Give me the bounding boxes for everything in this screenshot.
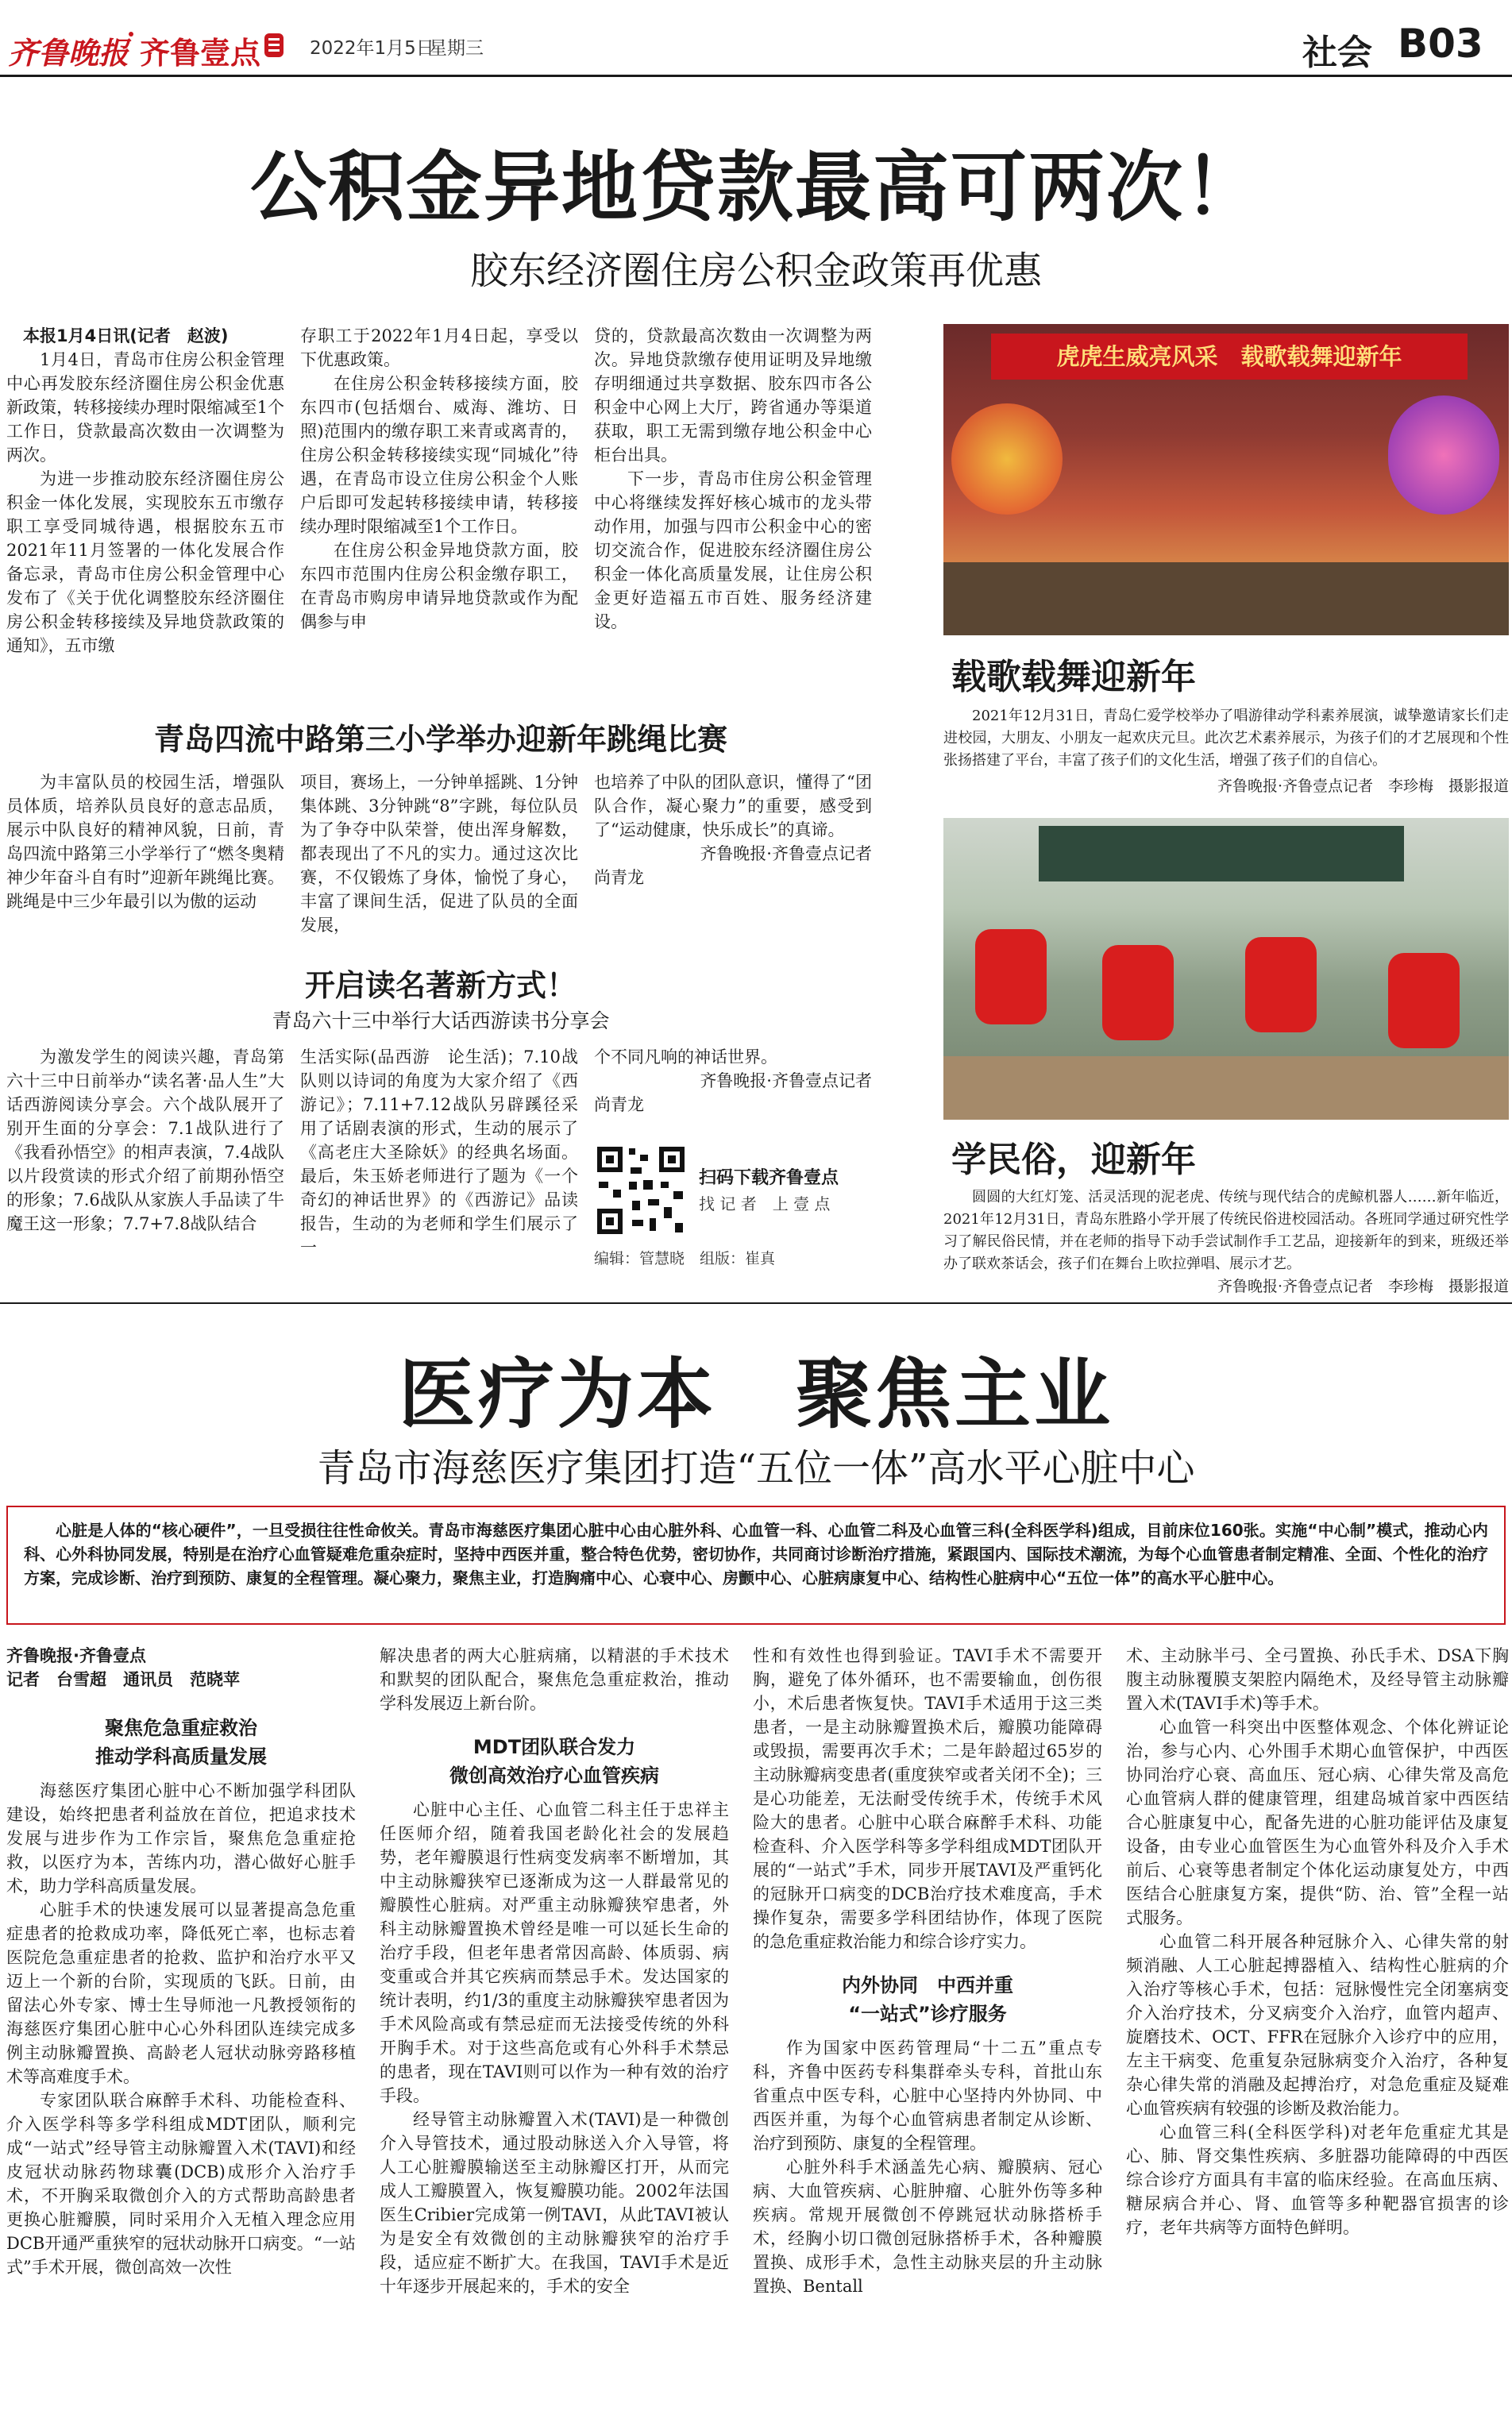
photo-stage-floor: [943, 562, 1509, 635]
section-heading-1b: 推动学科高质量发展: [95, 1745, 267, 1768]
photo-lantern: [1102, 945, 1174, 1040]
qr-caption: 扫码下载齐鲁壹点: [699, 1168, 839, 1188]
caption-text: 2021年12月31日，青岛仁爱学校举办了唱游律动学科素养展演，诚挚邀请家长们走进校园，大朋友、小朋友一起欢庆元旦。此次艺术素养展示，为孩子们的才艺展现和个性张扬搭建了平台，丰富了孩子们的文化生活，增强了孩子们的自信心。: [943, 708, 1509, 769]
feature-col-2: [380, 1644, 729, 2430]
brand-name: 齐鲁晚报: [8, 36, 129, 71]
paragraph: 性和有效性也得到验证。TAVI手术不需要开胸，避免了体外循环，也不需要输血，创伤很小，术后患者恢复快。TAVI手术适用于这三类患者，一是主动脉瓣置换术后，瓣膜功能障碍或毁损，需要再次手术；二是年龄超过65岁的主动脉瓣病变患者(重度狭窄或者关闭不全)；三是心功能差，无法耐受传统手术，传统手术风险大的患者。心脏中心联合麻醉手术科、功能检查科、介入医学科等多学科组成MDT团队开展的“一站式”手术，同步开展TAVI及严重钙化的冠脉开口病变的DCB治疗技术难度高，手术操作复杂，需要多学科团结协作，体现了医院的急危重症救治能力和综合诊疗实力。: [753, 1646, 1102, 1951]
paragraph: 也培养了中队的团队意识，懂得了“团队合作，凝心聚力”的重要，感受到了“运动健康，快乐成长”的真谛。: [594, 773, 872, 839]
feature-byline-2: 记者 台雪超 通讯员 范晓苹: [6, 1670, 240, 1689]
story3-subhead: 青岛六十三中举行大话西游读书分享会: [272, 1009, 610, 1032]
paragraph: 心血管一科突出中医整体观念、个体化辨证论治，参与心内、心外围手术期心血管保护，中西医协同治疗心衰、高血压、冠心病、心律失常及高危心血管病人群的健康管理，组建岛城首家中西医结合心脏康复中心，配备先进的心脏功能评估及康复设备，由专业心血管医生为心血管外科及介入手术前后、心衰等患者制定个体化运动康复处方，中西医结合心脏康复方案，提供“防、治、管”全程一站式服务。: [1126, 1718, 1509, 1927]
photo-dance-performance: [943, 324, 1509, 635]
paragraph: 心脏中心主任、心血管二科主任于忠祥主任医师介绍，随着我国老龄化社会的发展趋势，老年瓣膜退行性病变发病率不断增加，其中主动脉瓣狭窄已逐渐成为这一人群最常见的瓣膜性心脏病。对严重主动脉瓣狭窄患者，外科主动脉瓣置换术曾经是唯一可以延长生命的治疗手段，但老年患者常因高龄、体质弱、病变重或合并其它疾病而禁忌手术。发达国家的统计表明，约1/3的重度主动脉瓣狭窄患者因为手术风险高或有禁忌症而无法接受传统的外科开胸手术。对于这些高危或有心外科手术禁忌的患者，现在TAVI则可以作为一种有效的治疗手段。: [380, 1800, 729, 2105]
story2-col-1: [6, 770, 284, 943]
issue-date: 2022年1月5日: [310, 38, 434, 59]
photo-lantern: [1388, 953, 1460, 1048]
top-story-col-3: [594, 324, 872, 689]
paragraph: 贷的，贷款最高次数由一次调整为两次。异地贷款缴存使用证明及异地缴存明细通过共享数据、胶东四市各公积金中心网上大厅，跨省通办等渠道获取，职工无需到缴存地公积金中心柜台出具。: [594, 326, 872, 465]
paragraph: 术、主动脉半弓、全弓置换、孙氏手术、DSA下胸腹主动脉覆膜支架腔内隔绝术，及经导管主动脉瓣置入术(TAVI手术)等手术。: [1126, 1646, 1509, 1713]
story3-headline: 开启读名著新方式！: [304, 968, 577, 1003]
paragraph: 心血管二科开展各种冠脉介入、心律失常的射频消融、人工心脏起搏器植入、结构性心脏病的介入治疗等核心手术，包括：冠脉慢性完全闭塞病变介入治疗技术，分叉病变介入治疗，血管内超声、旋磨技术、OCT、FFR在冠脉介入诊疗中的应用，左主干病变、危重复杂冠脉病变介入治疗，各种复杂心律失常的消融及起搏治疗，对急危重症及疑难心血管疾病有较强的诊断及救治能力。: [1126, 1932, 1509, 2118]
story3-credit: 齐鲁晚报·齐鲁壹点记者: [700, 1071, 872, 1090]
paragraph: 心脏手术的快速发展可以显著提高急危重症患者的抢救成功率，降低死亡率，也标志着医院危急重症患者的抢救、监护和治疗水平又迈上一个新的台阶，实现质的飞跃。日前，由留法心外专家、博士生导师池一凡教授领衔的海慈医疗集团心脏中心心外科团队连续完成多例主动脉瓣置换、高龄老人冠状动脉旁路移植术等高难度手术。: [6, 1900, 356, 2086]
paragraph: 项目，赛场上，一分钟单摇跳、1分钟集体跳、3分钟跳“8”字跳，每位队员为了争夺中队荣誉，使出浑身解数，都表现出了不凡的实力。通过这次比赛，不仅锻炼了身体，愉悦了身心，丰富了课间生活，促进了队员的全面发展，: [300, 773, 578, 935]
story2-headline: 青岛四流中路第三小学举办迎新年跳绳比赛: [153, 722, 727, 757]
top-story-byline: 本报1月4日讯(记者 赵波): [23, 326, 229, 345]
paragraph: 心脏外科手术涵盖先心病、瓣膜病、冠心病、大血管疾病、心脏肿瘤、心脏外伤等多种疾病。常规开展微创不停跳冠状动脉搭桥手术，经胸小切口微创冠脉搭桥手术，各种瓣膜置换、成形手术，急性主动脉夹层的升主动脉置换、Bentall: [753, 2158, 1102, 2296]
paragraph: 生活实际(品西游 论生活)；7.10战队则以诗词的角度为大家介绍了《西游记》；7.11+7.12战队另辟蹊径采用了话剧表演的形式，生动的展示了《高老庄大圣除妖》的经典名场面。最后，朱玉娇老师进行了题为《一个奇幻的神话世界》的《西游记》品读报告，生动的为老师和学生们展示了一: [300, 1047, 578, 1257]
feature-byline: 齐鲁晚报·齐鲁壹点: [6, 1646, 146, 1665]
qr-caption-2: 找 记 者 上 壹 点: [699, 1194, 831, 1213]
section-heading-2a: MDT团队联合发力: [472, 1736, 636, 1758]
issue-weekday: 星期三: [429, 38, 484, 59]
photo-blackboard: [1039, 826, 1404, 881]
qr-code-icon[interactable]: [594, 1144, 688, 1237]
top-story-col-2: [300, 324, 578, 689]
paragraph: 个不同凡响的神话世界。: [594, 1047, 777, 1067]
paragraph: 下一步，青岛市住房公积金管理中心将继续发挥好核心城市的龙头带动作用，加强与四市公积金中心的密切交流合作，促进胶东经济圈住房公积金一体化高质量发展，让住房公积金更好造福五市百姓、服务经济建设。: [594, 469, 872, 631]
feature-col-4: [1126, 1644, 1509, 2430]
paragraph: 1月4日，青岛市住房公积金管理中心再发胶东经济圈住房公积金优惠新政策，转移接续办理时限缩减至1个工作日，贷款最高次数由一次调整为两次。: [6, 350, 284, 465]
paragraph: 在住房公积金转移接续方面，胶东四市(包括烟台、威海、潍坊、日照)范围内的缴存职工来青或离青的，住房公积金转移接续实现“同城化”待遇，在青岛市设立住房公积金个人账户后即可发起转移接续申请，转移接续办理时限缩减至1个工作日。: [300, 374, 578, 536]
page-number: B03: [1398, 21, 1483, 67]
masthead: [0, 0, 1512, 79]
feature-headline: 医疗为本 聚焦主业: [399, 1350, 1113, 1439]
feature-col-1: [6, 1644, 356, 2430]
editor-credit: 编辑：管慧晓 组版：崔真: [594, 1250, 776, 1267]
paragraph: 在住房公积金异地贷款方面，胶东四市范围内住房公积金缴存职工，在青岛市购房申请异地贷款或作为配偶参与申: [300, 541, 578, 631]
photo2-credit: 齐鲁晚报·齐鲁壹点记者 李珍梅 摄影报道: [1217, 1278, 1509, 1295]
paragraph: 解决患者的两大心脏病痛，以精湛的手术技术和默契的团队配合，聚焦危急重症救治，推动学科发展迈上新台阶。: [380, 1646, 729, 1713]
paragraph: 专家团队联合麻醉手术科、功能检查科、介入医学科等多学科组成MDT团队，顺利完成“一站式”经导管主动脉瓣置入术(TAVI)和经皮冠状动脉药物球囊(DCB)成形介入治疗手术，不开胸采取微创介入的方式帮助高龄患者更换心脏瓣膜，同时采用介入无植入理念应用DCB开通严重狭窄的冠状动脉开口病变。“一站式”手术开展，微创高效一次性: [6, 2091, 356, 2277]
paragraph: 海慈医疗集团心脏中心不断加强学科团队建设，始终把患者利益放在首位，把追求技术发展与进步作为工作宗旨，聚焦危急重症抢救，以医疗为本，苦练内功，潜心做好心脏手术，助力学科高质量发展。: [6, 1781, 356, 1896]
photo2-caption: [943, 1186, 1509, 1279]
photo1-title: 载歌载舞迎新年: [951, 657, 1196, 697]
section-divider: [0, 1302, 1512, 1304]
section-name: 社会: [1302, 33, 1372, 73]
story2-col-2: [300, 770, 578, 943]
paragraph: 作为国家中医药管理局“十二五”重点专科，齐鲁中医药专科集群牵头专科，首批山东省重点中医专科，心脏中心坚持内外协同、中西医并重，为每个心血管病患者制定从诊断、治疗到预防、康复的全程管理。: [753, 2039, 1102, 2153]
section-heading-1a: 聚焦危急重症救治: [105, 1717, 257, 1739]
top-story-subhead: 胶东经济圈住房公积金政策再优惠: [469, 249, 1042, 293]
tiger-logo-icon: [262, 30, 286, 60]
top-story-col-1: [6, 324, 284, 689]
feature-intro: 心脏是人体的“核心硬件”，一旦受损往往性命攸关。青岛市海慈医疗集团心脏中心由心脏外科、心血管一科、心血管二科及心血管三科(全科医学科)组成，目前床位160张。实施“中心制”模式，推动心内科、心外科协同发展，特别是在治疗心血管疑难危重杂症时，坚持中西医并重，整合特色优势，密切协作，共同商讨诊断治疗措施，紧跟国内、国际技术潮流，为每个心血管患者制定精准、全面、个性化的治疗方案，完成诊断、治疗到预防、康复的全程管理。凝心聚力，聚焦主业，打造胸痛中心、心衰中心、房颤中心、心脏病康复中心、结构性心脏病中心“五位一体”的高水平心脏中心。: [24, 1521, 1488, 1587]
brand-separator: [129, 32, 133, 37]
paragraph: 为激发学生的阅读兴趣，青岛第六十三中日前举办“读名著·品人生”大话西游阅读分享会。六个战队展开了别开生面的分享会：7.1战队进行了《我看孙悟空》的相声表演，7.4战队以片段赏读的形式介绍了前期孙悟空的形象；7.6战队从家族人手品读了牛魔王这一形象；7.7+7.8战队结合: [6, 1047, 284, 1233]
photo2-title: 学民俗，迎新年: [951, 1140, 1196, 1180]
feature-intro-box: [6, 1506, 1506, 1625]
photo-balloons-right: [1388, 395, 1499, 515]
brand-app-name: 齐鲁壹点: [140, 36, 261, 71]
story3-col-1: [6, 1045, 284, 1269]
story2-credit-name: 尚青龙: [594, 868, 644, 887]
photo-folk-custom: [943, 818, 1509, 1120]
photo-banner: 虎虎生威亮风采 载歌载舞迎新年: [991, 334, 1468, 380]
story2-col-3: [594, 770, 872, 943]
masthead-rule: [0, 75, 1512, 77]
story3-col-3: [594, 1045, 872, 1140]
story3-col-2: [300, 1045, 578, 1269]
photo-lantern: [975, 929, 1047, 1024]
feature-subhead: 青岛市海慈医疗集团打造“五位一体”高水平心脏中心: [317, 1446, 1195, 1491]
paragraph: 存职工于2022年1月4日起，享受以下优惠政策。: [300, 326, 578, 369]
photo1-credit: 齐鲁晚报·齐鲁壹点记者 李珍梅 摄影报道: [1217, 777, 1509, 795]
photo1-caption: [943, 705, 1509, 773]
paragraph: 为进一步推动胶东经济圈住房公积金一体化发展，实现胶东五市缴存职工享受同城待遇，根据胶东五市2021年11月签署的一体化发展合作备忘录，青岛市住房公积金管理中心发布了《关于优化调整胶东经济圈住房公积金转移接续及异地贷款政策的通知》，五市缴: [6, 469, 284, 655]
section-heading-3a: 内外协同 中西并重: [842, 1974, 1013, 1996]
section-heading-2b: 微创高效治疗心血管疾病: [449, 1765, 659, 1787]
photo-desks: [943, 1056, 1509, 1120]
photo-lantern: [1245, 937, 1317, 1032]
section-heading-3b: “一站式”诊疗服务: [848, 2003, 1007, 2025]
paragraph: 心血管三科(全科医学科)对老年危重症尤其是心、肺、肾交集性疾病、多脏器功能障碍的中西医综合诊疗方面具有丰富的临床经验。在高血压病、糖尿病合并心、肾、血管等多种靶器官损害的诊疗，老年共病等方面特色鲜明。: [1126, 2123, 1509, 2237]
top-story-headline: 公积金异地贷款最高可两次！: [250, 143, 1262, 232]
paragraph: 经导管主动脉瓣置入术(TAVI)是一种微创介入导管技术，通过股动脉送入介入导管，将人工心脏瓣膜输送至主动脉瓣区打开，从而完成人工瓣膜置入，恢复瓣膜功能。2002年法国医生Cribier完成第一例TAVI，从此TAVI被认为是安全有效微创的主动脉瓣狭窄的治疗手段，适应症不断扩大。在我国，TAVI手术是近十年逐步开展起来的，手术的安全: [380, 2110, 729, 2296]
photo-balloons-left: [951, 403, 1063, 515]
feature-col-3: [753, 1644, 1102, 2430]
paragraph: 为丰富队员的校园生活，增强队员体质，培养队员良好的意志品质，展示中队良好的精神风貌，日前，青岛四流中路第三小学举行了“燃冬奥精神少年奋斗自有时”迎新年跳绳比赛。跳绳是中三少年最引以为傲的运动: [6, 773, 284, 911]
story2-credit: 齐鲁晚报·齐鲁壹点记者: [700, 844, 872, 863]
story3-credit-name: 尚青龙: [594, 1095, 644, 1114]
caption-text: 圆圆的大红灯笼、活灵活现的泥老虎、传统与现代结合的虎鲸机器人……新年临近，2021年12月31日，青岛东胜路小学开展了传统民俗进校园活动。各班同学通过研究性学习了解民俗民情，并在老师的指导下动手尝试制作手工艺品，迎接新年的到来，班级还举办了联欢茶话会，孩子们在舞台上吹拉弹唱、展示才艺。: [943, 1189, 1509, 1272]
